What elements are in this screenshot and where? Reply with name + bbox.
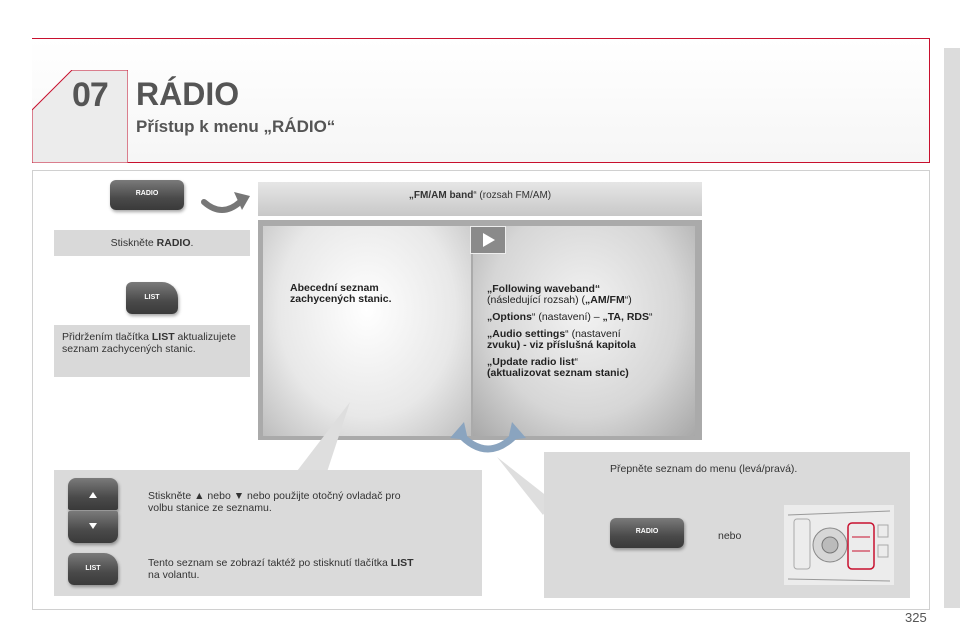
nav-text-mid: nebo [204,490,234,502]
callout-pointer-left [290,400,360,475]
down-button-image [68,511,118,543]
screen-title-bold: „FM/AM band [408,190,474,201]
menu-item-following-waveband: „Following waveband“ [487,283,601,295]
down-arrow-icon [68,511,118,543]
desc-end: “) [624,294,632,306]
radio-button-image [110,180,184,210]
note-text: Přidržením tlačítka [62,331,152,343]
down-triangle-icon: ▼ [233,490,245,502]
note-text-end: . [190,237,194,249]
curved-arrow-icon [200,184,252,218]
list-button-image [126,282,178,314]
or-text: nebo [718,530,742,542]
radio-button-label: RADIO [135,190,159,197]
item-end: “ [649,311,653,323]
list-button-label: LIST [144,294,160,301]
up-arrow-icon [68,478,118,510]
desc-bold: „AM/FM [585,294,625,306]
radio-button-label: RADIO [635,528,659,535]
menu-item-following-waveband-desc [487,295,632,306]
note-bold: LIST [151,331,175,343]
control-panel-image [784,505,894,585]
item-text: “ [574,356,579,368]
play-icon [471,227,505,253]
screen-title [258,190,702,201]
nav-text-line2: volbu stanice ze seznamu. [148,502,272,514]
up-button-image [68,478,118,510]
screen-title-rest: “ (rozsah FM/AM) [473,190,552,201]
navigation-instructions [148,490,478,514]
nav-text: Stiskněte [148,490,195,502]
item-bold: „Update radio list [487,356,575,368]
station-list-line2: zachycených stanic. [290,293,392,305]
nav-text-end: nebo použijte otočný ovladač pro [244,490,401,502]
up-triangle-icon: ▲ [194,490,205,502]
list-text-line2: na volantu. [148,569,200,581]
desc-text: (následující rozsah) ( [487,294,586,306]
station-list-line1: Abecední seznam [290,282,379,294]
note-bold: RADIO [156,237,191,249]
menu-item-audio-settings-desc: zvuku) - viz příslušná kapitola [487,339,636,351]
item-bold: „Options [487,311,532,323]
list-text: Tento seznam se zobrazí taktéž po stisknutí tlačítka [148,557,391,569]
list-wheel-note [148,557,478,581]
menu-item-options [487,312,653,323]
radio-button-image-2 [610,518,684,548]
note-text: Stiskněte [110,237,157,249]
list-button-image-2 [68,553,118,585]
page-subtitle: Přístup k menu „RÁDIO“ [136,117,336,136]
item-bold: „Audio settings [487,328,566,340]
item-text: “ (nastavení) – [531,311,603,323]
hold-list-note [54,325,250,377]
play-icon-box [470,226,506,254]
side-bar [944,48,960,608]
menu-item-update-radio-list-desc: (aktualizovat seznam stanic) [487,367,629,379]
switch-arrows-icon [448,418,528,460]
list-bold: LIST [390,557,414,569]
switch-list-text: Přepněte seznam do menu (levá/pravá). [610,463,798,475]
chapter-number: 07 [72,76,108,114]
page-title: RÁDIO [136,76,240,112]
note-text-end: aktualizujete seznam zachycených stanic. [62,331,236,355]
item-text: “ (nastavení [565,328,621,340]
page-number: 325 [905,610,927,625]
item-bold-2: „TA, RDS [602,311,650,323]
press-radio-note [54,230,250,256]
list-button-label: LIST [85,565,101,572]
